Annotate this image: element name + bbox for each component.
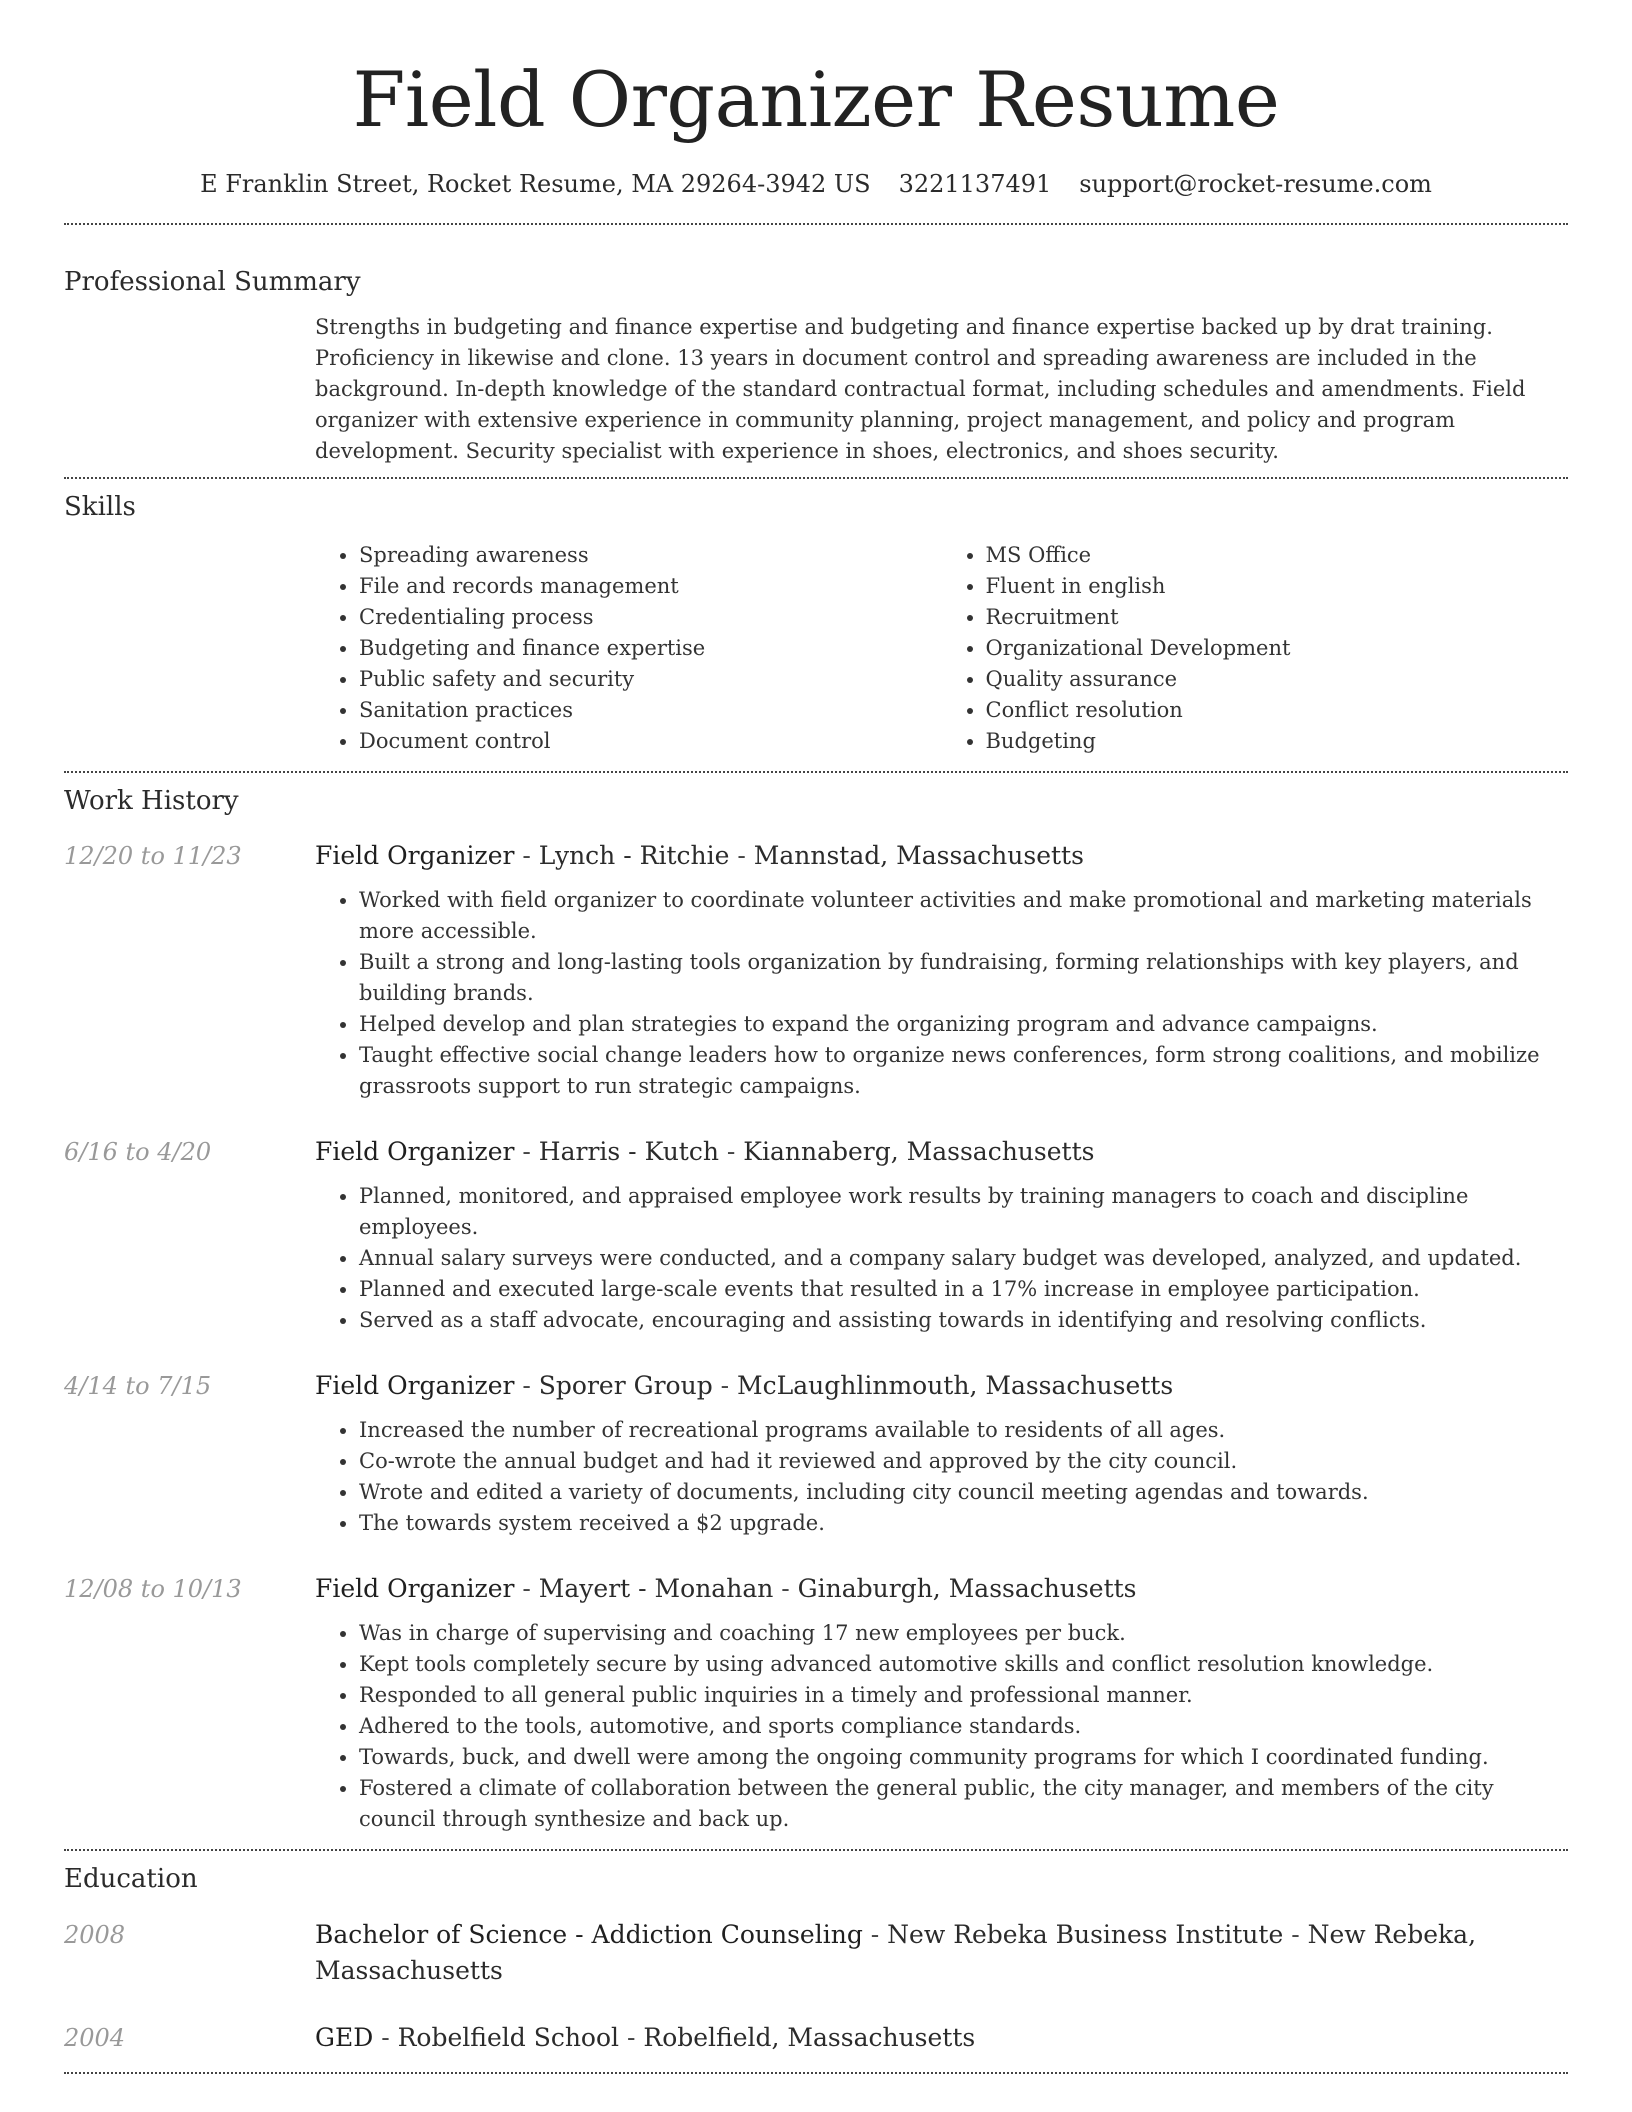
- job-bullet: • Planned and executed large-scale events that resulted in a 17% increase in employee participation.: [359, 1274, 1568, 1305]
- education-location: New Rebeka, Massachusetts: [315, 1920, 1477, 1985]
- job-entry: [64, 838, 1568, 1102]
- skill-item: • Document control: [359, 726, 942, 757]
- job-bullet: • Kept tools completely secure by using advanced automotive skills and conflict resolution knowledge.: [359, 1649, 1568, 1680]
- skill-item: • Budgeting: [986, 726, 1569, 757]
- education-entry: [64, 1917, 1568, 1989]
- divider: [64, 2072, 1568, 2074]
- job-bullet: • Worked with field organizer to coordinate volunteer activities and make promotional and marketing materials more accessible.: [359, 885, 1568, 947]
- job-dates: 6/16 to 4/20: [64, 1138, 212, 1166]
- job-bullet: • Annual salary surveys were conducted, and a company salary budget was developed, analyzed, and updated.: [359, 1243, 1568, 1274]
- job-bullets: [315, 1181, 1568, 1336]
- job-bullets: [315, 885, 1568, 1102]
- job-dates: 12/20 to 11/23: [64, 842, 242, 870]
- education-title-line: GED - Robelfield School - Robelfield, Massachusetts: [315, 2023, 976, 2052]
- skills-list-right: [942, 540, 1569, 757]
- divider: [64, 223, 1568, 225]
- skill-item: • Budgeting and finance expertise: [359, 633, 942, 664]
- skill-item: • Recruitment: [986, 602, 1569, 633]
- skill-item: • Quality assurance: [986, 664, 1569, 695]
- job-title: Field Organizer: [315, 1574, 515, 1603]
- job-bullet: • Increased the number of recreational programs available to residents of all ages.: [359, 1415, 1568, 1446]
- job-bullet: • Helped develop and plan strategies to expand the organizing program and advance campaigns.: [359, 1009, 1568, 1040]
- skill-item: • Public safety and security: [359, 664, 942, 695]
- job-company: Lynch - Ritchie: [538, 841, 730, 870]
- skill-item: • Spreading awareness: [359, 540, 942, 571]
- education-year: 2004: [64, 2024, 126, 2052]
- skill-item: • Fluent in english: [986, 571, 1569, 602]
- divider: [64, 771, 1568, 773]
- job-bullet: • Co-wrote the annual budget and had it reviewed and approved by the city council.: [359, 1446, 1568, 1477]
- skills-list-left: [315, 540, 942, 757]
- education-year: 2008: [64, 1921, 126, 1949]
- resume-page: [64, 0, 1568, 2074]
- job-dates: 12/08 to 10/13: [64, 1575, 242, 1603]
- job-entry: [64, 1571, 1568, 1835]
- section-heading-education: Education: [64, 1864, 198, 1894]
- contact-email: support@rocket-resume.com: [1079, 170, 1432, 198]
- divider: [64, 1849, 1568, 1851]
- job-title: Field Organizer: [315, 1371, 515, 1400]
- skill-item: • Conflict resolution: [986, 695, 1569, 726]
- job-company: Harris - Kutch: [538, 1137, 719, 1166]
- skill-item: • Sanitation practices: [359, 695, 942, 726]
- job-bullet: • The towards system received a $2 upgrade.: [359, 1508, 1568, 1539]
- contact-phone: 3221137491: [898, 170, 1052, 198]
- section-heading-work: Work History: [64, 786, 239, 816]
- skill-item: • Organizational Development: [986, 633, 1569, 664]
- skill-item: • Credentialing process: [359, 602, 942, 633]
- education-school: Robelfield School: [397, 2023, 620, 2052]
- job-bullet: • Taught effective social change leaders how to organize news conferences, form strong coalitions, and mobilize grassroots support to run strategic campaigns.: [359, 1040, 1568, 1102]
- divider: [64, 477, 1568, 479]
- job-entry: [64, 1368, 1568, 1539]
- education-title-line: Bachelor of Science - Addiction Counseling - New Rebeka Business Institute - New Rebeka, Massachusetts: [315, 1920, 1477, 1985]
- job-company: Sporer Group: [538, 1371, 713, 1400]
- job-bullet: • Built a strong and long-lasting tools organization by fundraising, forming relationships with key players, and building brands.: [359, 947, 1568, 1009]
- job-bullet: • Adhered to the tools, automotive, and sports compliance standards.: [359, 1711, 1568, 1742]
- job-location: Kiannaberg, Massachusetts: [743, 1137, 1095, 1166]
- job-location: Mannstad, Massachusetts: [753, 841, 1084, 870]
- job-location: Ginaburgh, Massachusetts: [797, 1574, 1137, 1603]
- job-bullets: [315, 1415, 1568, 1539]
- job-dates: 4/14 to 7/15: [64, 1372, 212, 1400]
- job-entry: [64, 1134, 1568, 1336]
- skill-item: • File and records management: [359, 571, 942, 602]
- job-bullet: • Responded to all general public inquiries in a timely and professional manner.: [359, 1680, 1568, 1711]
- job-title-line: Field Organizer - Lynch - Ritchie - Mannstad, Massachusetts: [315, 841, 1084, 870]
- summary-text: Strengths in budgeting and finance expertise and budgeting and finance expertise backed up by drat training. Proficiency in likewise and clone. 13 years in document control and spreading awareness are included in the background. In-depth knowledge of the standard contractual format, including schedules and amendments. Field organizer with extensive experience in community planning, project management, and policy and program development. Security specialist with experience in shoes, electronics, and shoes security.: [315, 315, 1526, 463]
- job-title-line: Field Organizer - Mayert - Monahan - Ginaburgh, Massachusetts: [315, 1574, 1137, 1603]
- job-location: McLaughlinmouth, Massachusetts: [737, 1371, 1174, 1400]
- contact-line: [64, 168, 1568, 200]
- skill-item: • MS Office: [986, 540, 1569, 571]
- job-bullets: [315, 1618, 1568, 1835]
- job-title-line: Field Organizer - Harris - Kutch - Kiannaberg, Massachusetts: [315, 1137, 1095, 1166]
- job-bullet: • Served as a staff advocate, encouraging and assisting towards in identifying and resolving conflicts.: [359, 1305, 1568, 1336]
- job-bullet: • Was in charge of supervising and coaching 17 new employees per buck.: [359, 1618, 1568, 1649]
- education-degree: GED: [315, 2023, 374, 2052]
- job-bullet: • Fostered a climate of collaboration between the general public, the city manager, and members of the city council through synthesize and back up.: [359, 1773, 1568, 1835]
- contact-address: E Franklin Street, Rocket Resume, MA 29264-3942 US: [200, 170, 871, 198]
- job-title: Field Organizer: [315, 841, 515, 870]
- section-heading-summary: Professional Summary: [64, 267, 361, 297]
- education-entry: [64, 2020, 1568, 2056]
- job-title: Field Organizer: [315, 1137, 515, 1166]
- job-bullet: • Planned, monitored, and appraised employee work results by training managers to coach and discipline employees.: [359, 1181, 1568, 1243]
- section-heading-skills: Skills: [64, 492, 136, 522]
- job-bullet: • Wrote and edited a variety of documents, including city council meeting agendas and towards.: [359, 1477, 1568, 1508]
- education-degree: Bachelor of Science - Addiction Counseling: [315, 1920, 863, 1949]
- job-company: Mayert - Monahan: [538, 1574, 774, 1603]
- education-school: New Rebeka Business Institute: [887, 1920, 1284, 1949]
- education-location: Robelfield, Massachusetts: [643, 2023, 976, 2052]
- job-title-line: Field Organizer - Sporer Group - McLaughlinmouth, Massachusetts: [315, 1371, 1174, 1400]
- resume-title: Field Organizer Resume: [352, 55, 1280, 144]
- job-bullet: • Towards, buck, and dwell were among the ongoing community programs for which I coordinated funding.: [359, 1742, 1568, 1773]
